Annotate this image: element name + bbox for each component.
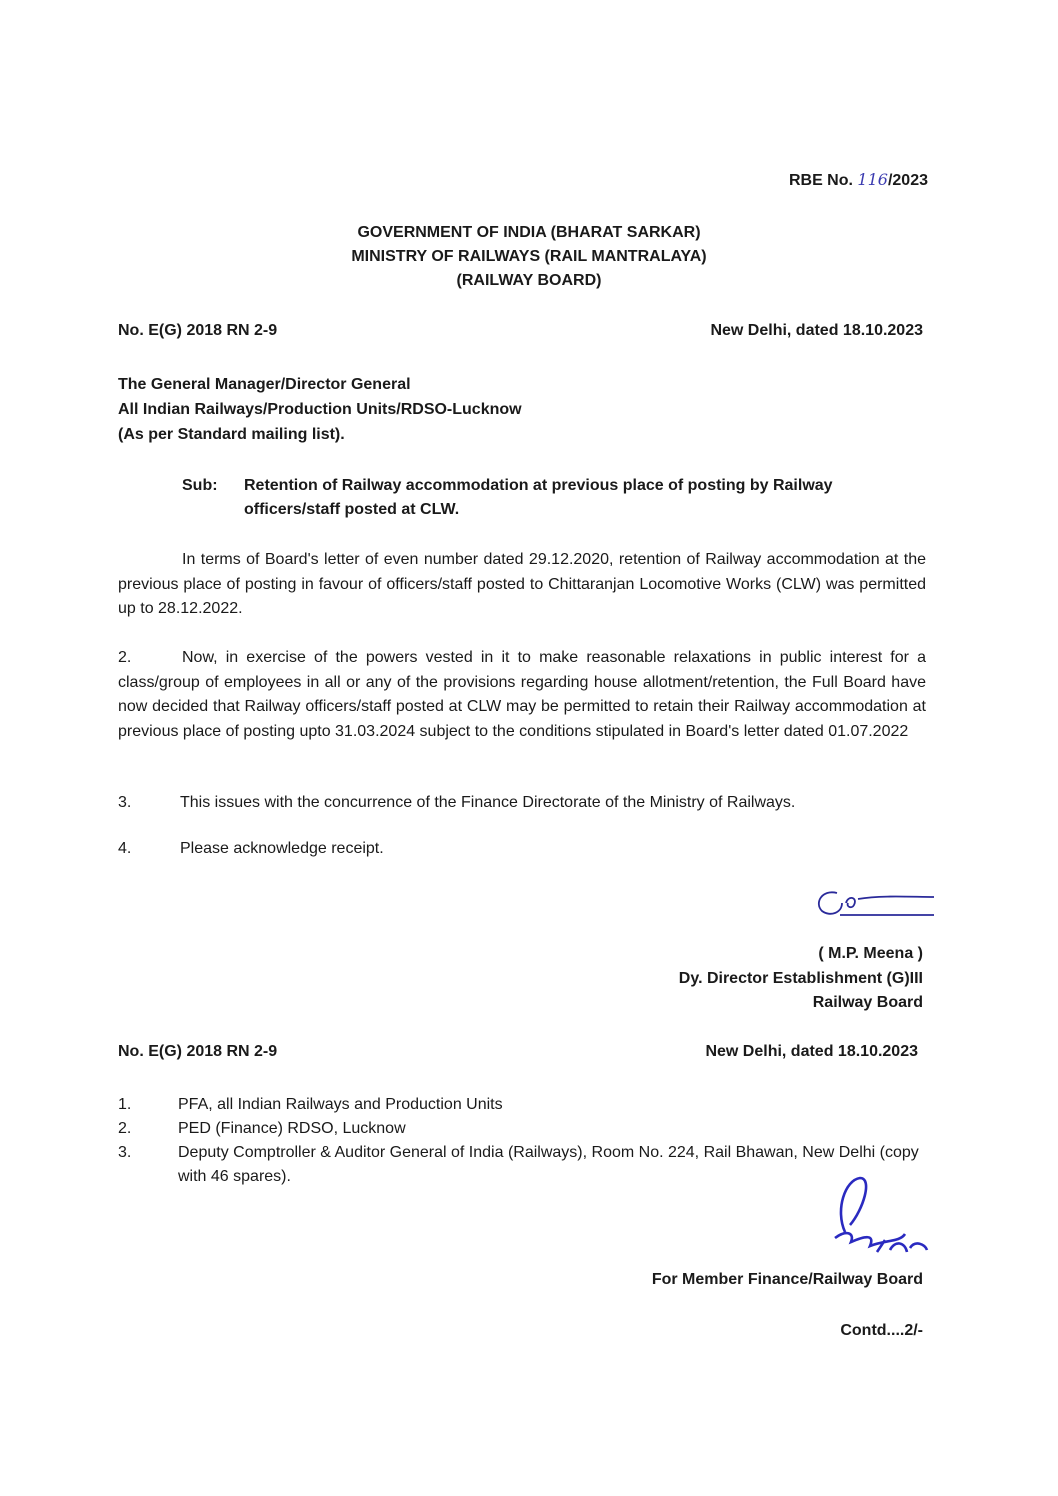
paragraph-2-text: Now, in exercise of the powers vested in it to make reasonable relaxations in public interest for a class/group of employees in all or any of the provisions regarding house allotment/retention, the Full Board have now decided that Railway officers/staff posted at CLW may be permitted to retain their Railway accommodation at previous place of posting upto 31.03.2024 subject to the conditions stipulated in Board's letter dated 01.07.2022 [118,649,926,740]
paragraph-2 [118,646,926,744]
signatory-office: Railway Board [812,994,923,1011]
paragraph-4-text: Please acknowledge receipt. [180,840,384,857]
subject [182,474,927,522]
addressee-line: (As per Standard mailing list). [118,426,345,443]
copy-list-item [118,1117,928,1141]
rbe-prefix: RBE No. [788,172,858,189]
paragraph-3 [118,794,795,812]
copy-file-number: No. E(G) 2018 RN 2-9 [118,1043,278,1060]
signature-finance [815,1170,945,1265]
file-number: No. E(G) 2018 RN 2-9 [118,322,278,339]
signatory-block [679,942,923,1016]
addressee-line: All Indian Railways/Production Units/RDSO-Lucknow [118,401,522,418]
org-line-1: GOVERNMENT OF INDIA (BHARAT SARKAR) [357,224,701,241]
paragraph-4 [118,840,384,858]
org-line-3: (RAILWAY BOARD) [456,272,602,289]
rbe-suffix: /2023 [887,172,928,189]
org-line-2: MINISTRY OF RAILWAYS (RAIL MANTRALAYA) [351,248,707,265]
signature-meena [812,885,937,921]
addressee-line: The General Manager/Director General [118,376,411,393]
item-text: PED (Finance) RDSO, Lucknow [178,1120,406,1137]
addressee [118,372,522,447]
subject-label: Sub: [182,477,218,494]
paragraph-1 [118,548,926,622]
paragraph-1-text: In terms of Board's letter of even number dated 29.12.2020, retention of Railway accommodation at the previous place of posting in favour of officers/staff posted to Chittaranjan Locomotive Works (CLW) was permitted up to 28.12.2022. [118,551,926,617]
copy-list-item [118,1141,928,1189]
copy-place-date: New Delhi, dated 18.10.2023 [705,1043,918,1060]
paragraph-4-number: 4. [118,840,132,857]
continued-marker: Contd....2/- [840,1322,923,1339]
rbe-number [789,170,928,190]
paragraph-3-number: 3. [118,794,132,811]
signatory-name: ( M.P. Meena ) [818,945,923,962]
paragraph-3-text: This issues with the concurrence of the Finance Directorate of the Ministry of Railways. [180,794,796,811]
item-text: PFA, all Indian Railways and Production Units [178,1096,503,1113]
copy-list [118,1093,928,1189]
signatory-designation: Dy. Director Establishment (G)III [678,969,923,987]
item-number: 3. [118,1144,132,1161]
rbe-handwritten-number: 116 [857,170,888,189]
paragraph-2-number: 2. [118,649,132,666]
copy-list-item [118,1093,928,1117]
letterhead [0,221,1058,293]
item-number: 1. [118,1096,132,1113]
item-number: 2. [118,1120,132,1137]
subject-text: Retention of Railway accommodation at previous place of posting by Railway officers/staff posted at CLW. [244,477,833,518]
for-member-finance: For Member Finance/Railway Board [651,1271,923,1288]
place-date: New Delhi, dated 18.10.2023 [710,322,923,339]
item-text: Deputy Comptroller & Auditor General of India (Railways), Room No. 224, Rail Bhawan, New Delhi (copy with 46 spares). [178,1144,919,1185]
